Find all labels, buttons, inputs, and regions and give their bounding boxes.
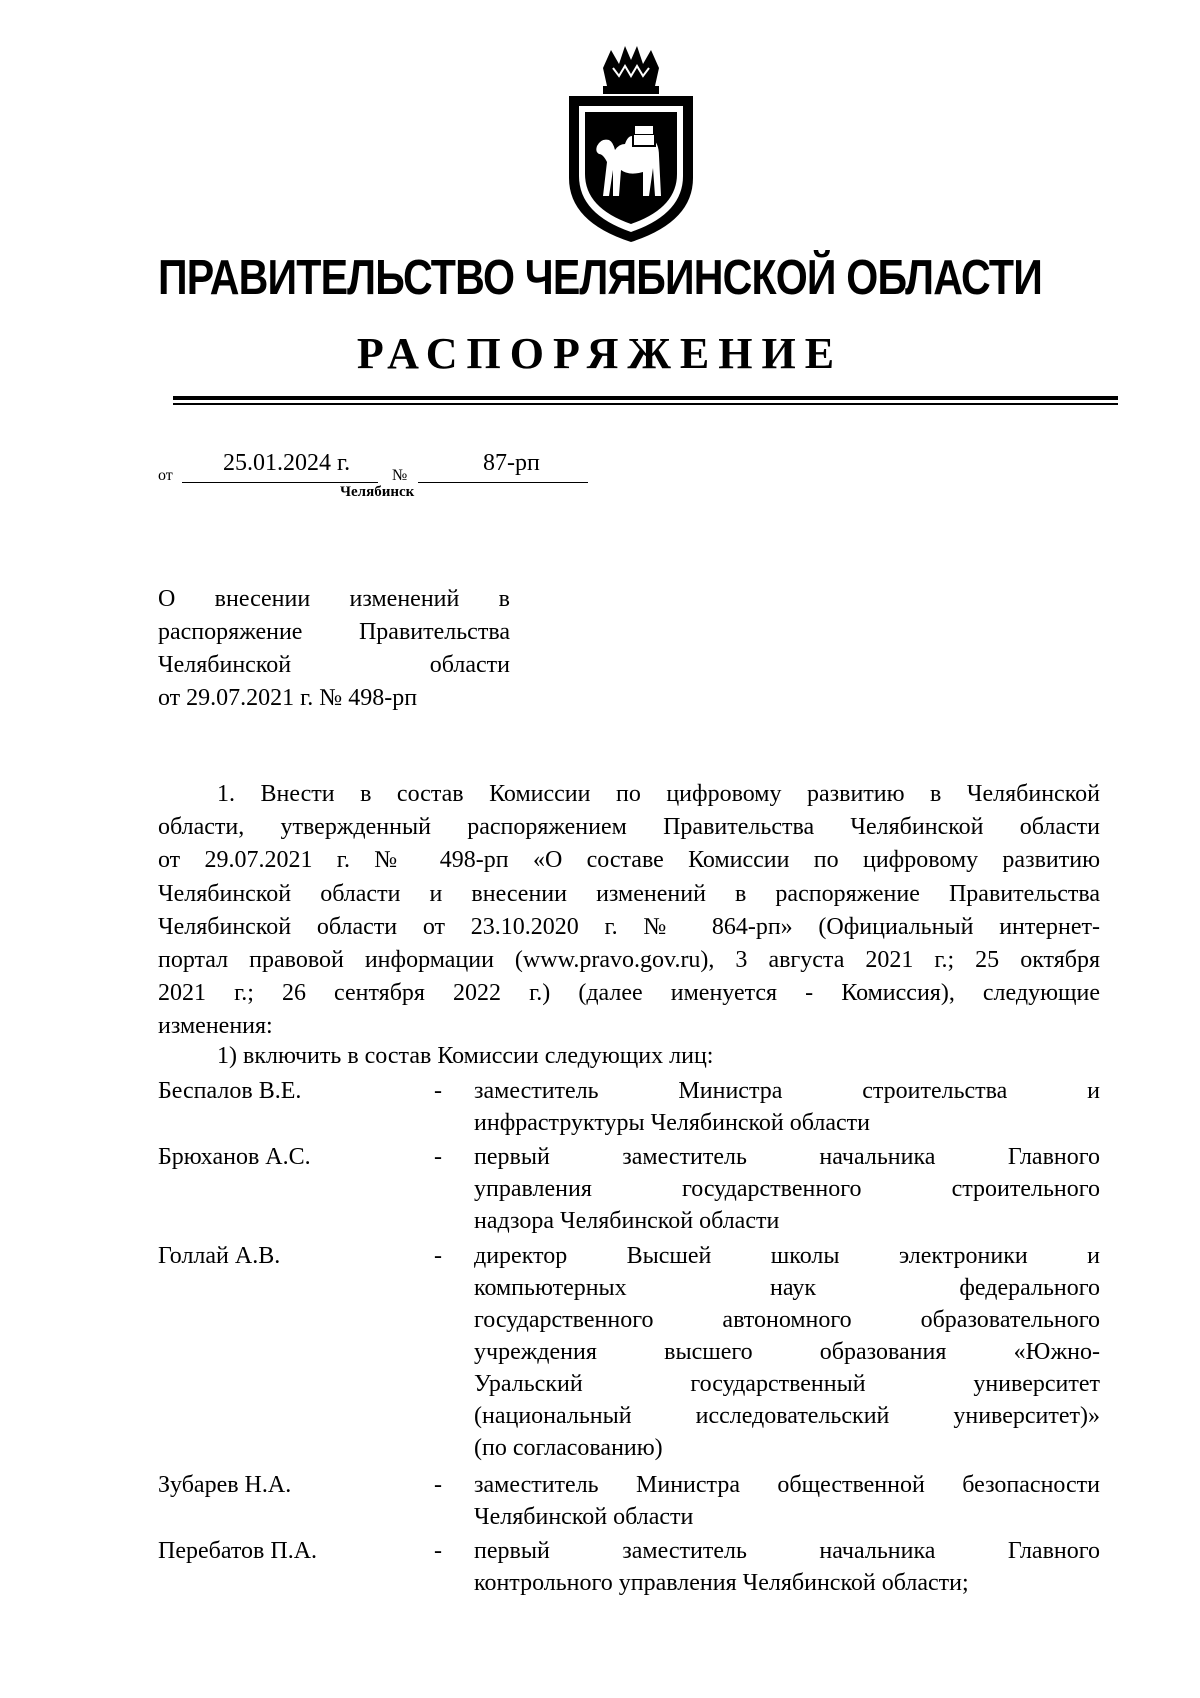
document-city: Челябинск bbox=[340, 484, 415, 500]
subject-line: Челябинской области bbox=[158, 652, 510, 678]
paragraph-line: портал правовой информации (www.pravo.gov.ru), 3 августа 2021 г.; 25 октября bbox=[158, 946, 1100, 973]
position-line: (национальный исследовательский университет)» bbox=[474, 1403, 1100, 1429]
position-line: контрольного управления Челябинской области; bbox=[474, 1570, 969, 1596]
position-line: государственного автономного образовательного bbox=[474, 1307, 1100, 1333]
document-subject bbox=[158, 583, 510, 715]
number-underline bbox=[418, 482, 588, 483]
paragraph-line: 1. Внести в состав Комиссии по цифровому развитию в Челябинской bbox=[217, 781, 1100, 807]
from-label: от bbox=[158, 467, 173, 484]
member-position bbox=[474, 1469, 1100, 1533]
position-line: компьютерных наук федерального bbox=[474, 1275, 1100, 1301]
date-underline bbox=[182, 482, 378, 483]
position-line: инфраструктуры Челябинской области bbox=[474, 1110, 870, 1136]
member-position bbox=[474, 1240, 1100, 1464]
member-position bbox=[474, 1075, 1100, 1139]
position-line: заместитель Министра общественной безопасности bbox=[474, 1472, 1100, 1498]
position-line: Уральский государственный университет bbox=[474, 1371, 1100, 1397]
document-type: РАСПОРЯЖЕНИЕ bbox=[356, 329, 844, 378]
member-dash: - bbox=[434, 1144, 442, 1170]
coat-of-arms-emblem bbox=[563, 46, 699, 244]
member-dash: - bbox=[434, 1472, 442, 1498]
position-line: надзора Челябинской области bbox=[474, 1208, 780, 1234]
member-name: Зубарев Н.А. bbox=[158, 1472, 292, 1498]
position-line: учреждения высшего образования «Южно- bbox=[474, 1339, 1100, 1365]
header-divider-thick bbox=[173, 396, 1118, 400]
organization-title: ПРАВИТЕЛЬСТВО ЧЕЛЯБИНСКОЙ ОБЛАСТИ bbox=[158, 251, 1042, 305]
paragraph-line: изменения: bbox=[158, 1013, 273, 1040]
paragraph-line: Челябинской области от 23.10.2020 г. № 864-рп» (Официальный интернет- bbox=[158, 913, 1100, 940]
member-position bbox=[474, 1535, 1100, 1599]
position-line: заместитель Министра строительства и bbox=[474, 1078, 1100, 1104]
position-line: (по согласованию) bbox=[474, 1435, 663, 1461]
document-date: 25.01.2024 г. bbox=[223, 450, 351, 476]
member-name: Голлай А.В. bbox=[158, 1243, 281, 1269]
member-position bbox=[474, 1141, 1100, 1237]
subject-line: распоряжение Правительства bbox=[158, 619, 510, 645]
subject-line: О внесении изменений в bbox=[158, 586, 510, 612]
member-dash: - bbox=[434, 1078, 442, 1104]
paragraph-1 bbox=[158, 778, 1100, 1044]
paragraph-line: 2021 г.; 26 сентября 2022 г.) (далее именуется - Комиссия), следующие bbox=[158, 980, 1100, 1007]
position-line: первый заместитель начальника Главного bbox=[474, 1144, 1100, 1170]
member-name: Перебатов П.А. bbox=[158, 1538, 318, 1564]
position-line: управления государственного строительного bbox=[474, 1176, 1100, 1202]
position-line: Челябинской области bbox=[474, 1504, 694, 1530]
number-label: № bbox=[392, 467, 408, 484]
member-dash: - bbox=[434, 1243, 442, 1269]
member-name: Брюханов А.С. bbox=[158, 1144, 311, 1170]
member-name: Беспалов В.Е. bbox=[158, 1078, 302, 1104]
position-line: первый заместитель начальника Главного bbox=[474, 1538, 1100, 1564]
header-divider-thin bbox=[173, 403, 1118, 405]
subitem-1: 1) включить в состав Комиссии следующих лиц: bbox=[217, 1043, 714, 1069]
paragraph-line: Челябинской области и внесении изменений в распоряжение Правительства bbox=[158, 880, 1100, 907]
paragraph-line: от 29.07.2021 г. № 498-рп «О составе Комиссии по цифровому развитию bbox=[158, 847, 1100, 874]
subject-line: от 29.07.2021 г. № 498-рп bbox=[158, 685, 418, 711]
paragraph-line: области, утвержденный распоряжением Правительства Челябинской области bbox=[158, 814, 1100, 841]
member-dash: - bbox=[434, 1538, 442, 1564]
document-number: 87-рп bbox=[483, 450, 540, 476]
position-line: директор Высшей школы электроники и bbox=[474, 1243, 1100, 1269]
